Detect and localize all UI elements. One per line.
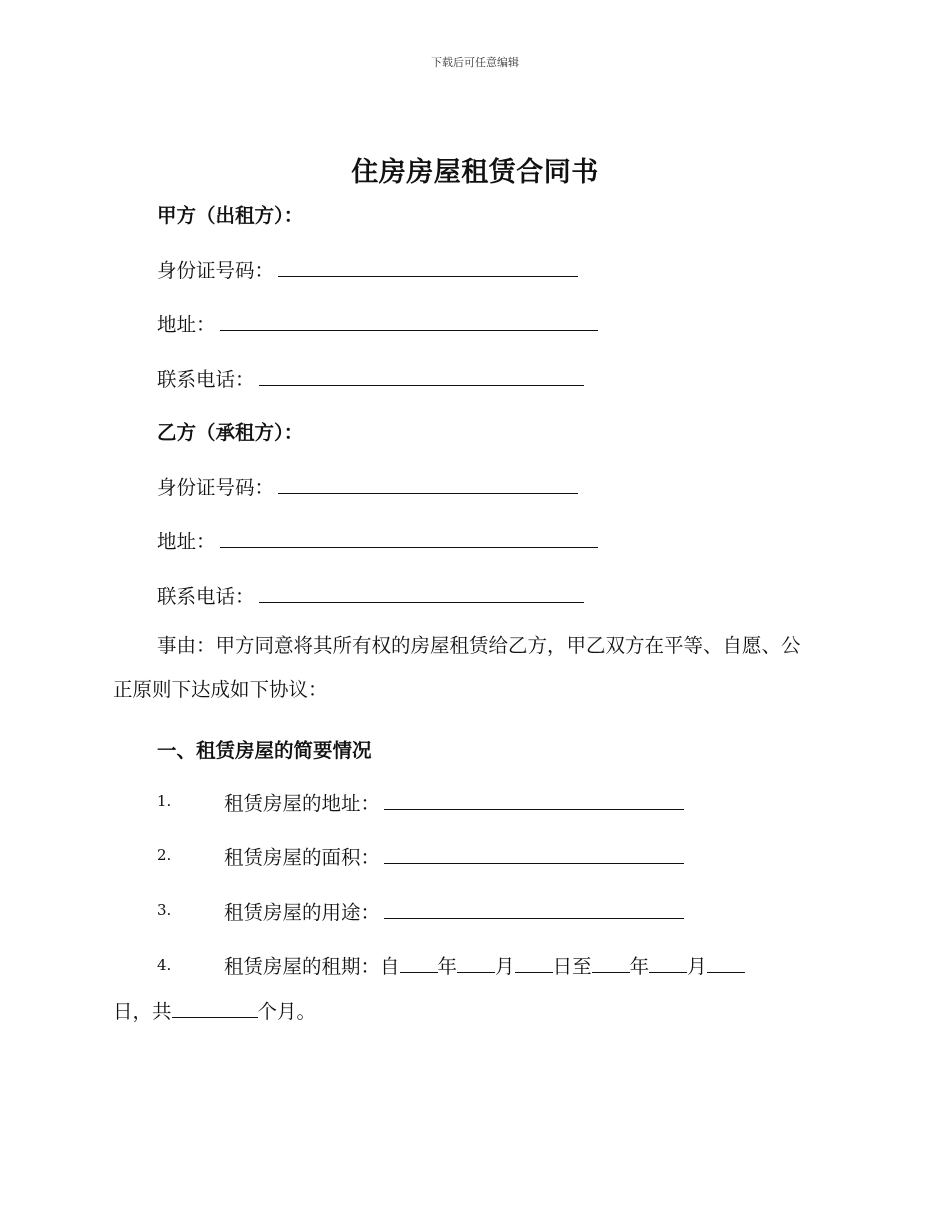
item-2-label: 租赁房屋的面积： (224, 846, 381, 869)
item-3-number: 3. (157, 901, 172, 919)
party-a-id-row (157, 255, 578, 283)
term-months-total-text: 个月。 (257, 1000, 317, 1023)
term-month-text: 月 (495, 955, 515, 978)
start-day-field[interactable] (515, 954, 553, 973)
item-1-number: 1. (157, 792, 172, 810)
party-a-address-row (157, 309, 598, 337)
reason-paragraph: 事由：甲方同意将其所有权的房屋租赁给乙方，甲乙双方在平等、自愿、公正原则下达成如下协议： (113, 634, 801, 701)
page-header: 下载后可任意编辑 (431, 56, 519, 69)
party-b-id-field[interactable] (278, 475, 578, 494)
party-a-id-field[interactable] (278, 258, 578, 277)
start-month-field[interactable] (457, 954, 495, 973)
party-b-id-label: 身份证号码： (157, 476, 275, 499)
party-a-id-label: 身份证号码： (157, 259, 275, 282)
party-b-phone-label: 联系电话： (157, 585, 255, 608)
total-months-field[interactable] (172, 999, 258, 1018)
term-continuation-row (113, 996, 316, 1024)
end-month-field[interactable] (649, 954, 687, 973)
party-b-id-row (157, 472, 578, 500)
party-b-phone-field[interactable] (259, 584, 584, 603)
item-4-label: 租赁房屋的租期： (224, 955, 381, 978)
party-b-address-row (157, 526, 598, 554)
document-title: 住房房屋租赁合同书 (351, 157, 599, 188)
party-a-heading: 甲方（出租方）： (157, 204, 304, 227)
party-a-address-label: 地址： (157, 313, 216, 336)
party-a-address-field[interactable] (220, 312, 598, 331)
item-1-label: 租赁房屋的地址： (224, 792, 381, 815)
party-b-phone-row (157, 581, 584, 609)
section-1-heading: 一、租赁房屋的简要情况 (157, 739, 372, 762)
term-year-text: 年 (437, 955, 458, 978)
item-2-row (224, 842, 684, 870)
rental-area-field[interactable] (384, 845, 684, 864)
end-year-field[interactable] (592, 954, 630, 973)
term-from-text: 自 (380, 955, 400, 978)
item-1-row (224, 788, 684, 816)
end-day-field[interactable] (707, 954, 745, 973)
party-b-address-field[interactable] (220, 529, 598, 548)
party-a-phone-field[interactable] (259, 367, 584, 386)
term-day-to-text: 日至 (552, 955, 592, 978)
start-year-field[interactable] (400, 954, 438, 973)
term-year2-text: 年 (629, 955, 650, 978)
item-2-number: 2. (157, 846, 172, 864)
party-b-heading: 乙方（承租方）： (157, 421, 304, 444)
item-3-row (224, 897, 684, 925)
item-3-label: 租赁房屋的用途： (224, 901, 381, 924)
rental-use-field[interactable] (384, 900, 684, 919)
item-4-number: 4. (157, 956, 172, 974)
party-a-phone-row (157, 364, 584, 392)
party-a-phone-label: 联系电话： (157, 368, 255, 391)
term-month2-text: 月 (687, 955, 707, 978)
term-day-end-text: 日，共 (113, 1000, 172, 1023)
party-b-address-label: 地址： (157, 530, 216, 553)
item-4-row (224, 951, 745, 979)
rental-address-field[interactable] (384, 791, 684, 810)
